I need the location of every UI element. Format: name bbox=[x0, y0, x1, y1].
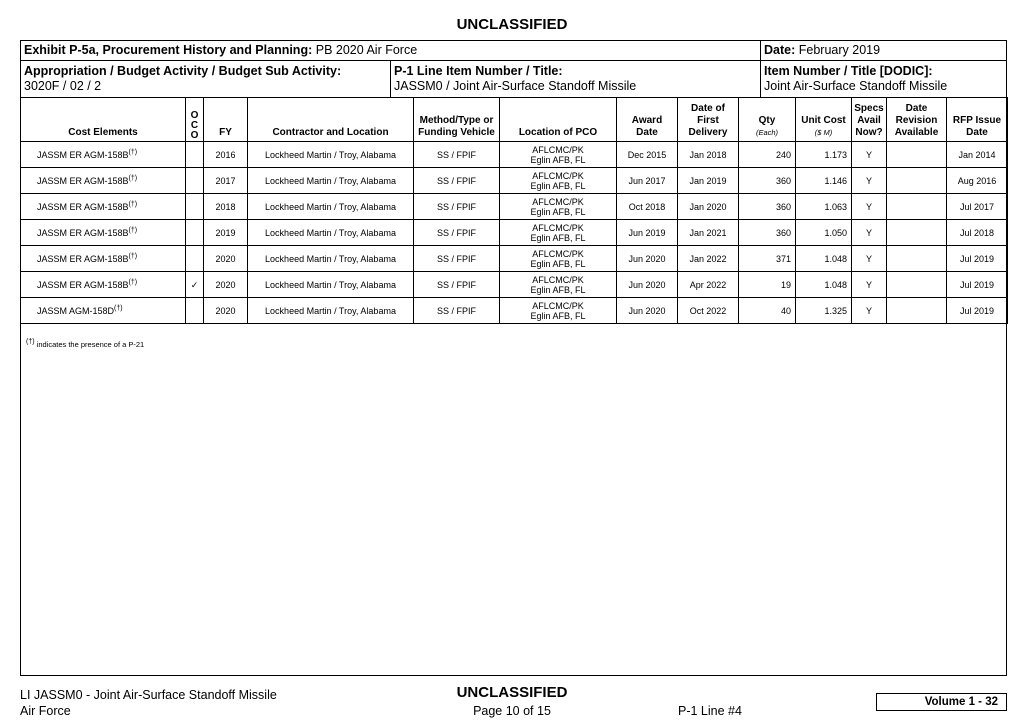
cell-location-pco: AFLCMC/PK Eglin AFB, FL bbox=[500, 168, 617, 194]
table-row bbox=[21, 194, 1008, 220]
cell-contractor: Lockheed Martin / Troy, Alabama bbox=[248, 272, 414, 298]
cell-specs: Y bbox=[852, 142, 887, 168]
volume-box: Volume 1 - 32 bbox=[876, 693, 1007, 711]
col-contractor: Contractor and Location bbox=[248, 98, 414, 142]
cell-date-revision bbox=[887, 194, 947, 220]
col-award-date: Award Date bbox=[617, 98, 678, 142]
p21-mark: (†) bbox=[128, 278, 138, 286]
cell-fy: 2016 bbox=[204, 142, 248, 168]
p21-mark: (†) bbox=[128, 252, 138, 260]
cell-fy: 2018 bbox=[204, 194, 248, 220]
cell-fy: 2019 bbox=[204, 220, 248, 246]
cell-contractor: Lockheed Martin / Troy, Alabama bbox=[248, 142, 414, 168]
cell-oco bbox=[186, 168, 204, 194]
cell-contractor: Lockheed Martin / Troy, Alabama bbox=[248, 194, 414, 220]
cell-method: SS / FPIF bbox=[414, 142, 500, 168]
p1-line-block: P-1 Line Item Number / Title: JASSM0 / Joint Air-Surface Standoff Missile bbox=[394, 64, 637, 93]
report-date: Date: February 2019 bbox=[764, 43, 881, 57]
table-row bbox=[21, 272, 1008, 298]
cell-unit-cost: 1.146 bbox=[796, 168, 852, 194]
cell-unit-cost: 1.173 bbox=[796, 142, 852, 168]
cell-qty: 240 bbox=[739, 142, 796, 168]
col-rfp-issue: RFP Issue Date bbox=[947, 98, 1008, 142]
cell-oco bbox=[186, 220, 204, 246]
col-cost-elements: Cost Elements bbox=[21, 98, 186, 142]
cell-oco bbox=[186, 246, 204, 272]
cell-specs: Y bbox=[852, 168, 887, 194]
appropriation-block: Appropriation / Budget Activity / Budget Sub Activity: 3020F / 02 / 2 bbox=[24, 64, 342, 93]
cell-unit-cost: 1.048 bbox=[796, 246, 852, 272]
table-row bbox=[21, 220, 1008, 246]
footer-service: Air Force bbox=[20, 704, 71, 718]
col-oco: O C O bbox=[186, 98, 204, 142]
cell-location-pco: AFLCMC/PK Eglin AFB, FL bbox=[500, 142, 617, 168]
cell-rfp-issue: Jul 2017 bbox=[947, 194, 1008, 220]
cell-unit-cost: 1.048 bbox=[796, 272, 852, 298]
cell-date-revision bbox=[887, 272, 947, 298]
cell-award-date: Jun 2019 bbox=[617, 220, 678, 246]
cell-award-date: Jun 2020 bbox=[617, 298, 678, 324]
cell-cost-element: JASSM ER AGM-158B(†) bbox=[21, 220, 186, 246]
cell-location-pco: AFLCMC/PK Eglin AFB, FL bbox=[500, 194, 617, 220]
cell-award-date: Oct 2018 bbox=[617, 194, 678, 220]
cell-fy: 2017 bbox=[204, 168, 248, 194]
cell-method: SS / FPIF bbox=[414, 298, 500, 324]
cell-award-date: Jun 2020 bbox=[617, 246, 678, 272]
cell-specs: Y bbox=[852, 194, 887, 220]
cell-location-pco: AFLCMC/PK Eglin AFB, FL bbox=[500, 220, 617, 246]
cell-qty: 371 bbox=[739, 246, 796, 272]
cell-fy: 2020 bbox=[204, 298, 248, 324]
exhibit-title: Exhibit P-5a, Procurement History and Planning: PB 2020 Air Force bbox=[24, 43, 418, 57]
footer-line-item-title: LI JASSM0 - Joint Air-Surface Standoff Missile bbox=[20, 688, 277, 702]
cell-method: SS / FPIF bbox=[414, 220, 500, 246]
cell-date-revision bbox=[887, 168, 947, 194]
page-number: Page 10 of 15 bbox=[473, 704, 551, 718]
cell-contractor: Lockheed Martin / Troy, Alabama bbox=[248, 246, 414, 272]
col-qty: Qty (Each) bbox=[739, 98, 796, 142]
cell-oco bbox=[186, 142, 204, 168]
col-date-revision: Date Revision Available bbox=[887, 98, 947, 142]
cell-first-delivery: Jan 2019 bbox=[678, 168, 739, 194]
cell-contractor: Lockheed Martin / Troy, Alabama bbox=[248, 220, 414, 246]
table-row bbox=[21, 246, 1008, 272]
header-exhibit-row bbox=[20, 40, 1007, 61]
cell-oco bbox=[186, 194, 204, 220]
cell-first-delivery: Jan 2022 bbox=[678, 246, 739, 272]
footnote bbox=[26, 340, 144, 349]
col-unit-cost: Unit Cost ($ M) bbox=[796, 98, 852, 142]
cell-date-revision bbox=[887, 142, 947, 168]
col-fy: FY bbox=[204, 98, 248, 142]
p1-line-number: P-1 Line #4 bbox=[678, 704, 742, 718]
col-specs: Specs Avail Now? bbox=[852, 98, 887, 142]
header-approp-row bbox=[20, 60, 1007, 98]
classification-top: UNCLASSIFIED bbox=[456, 16, 568, 33]
cell-cost-element: JASSM ER AGM-158B(†) bbox=[21, 246, 186, 272]
cell-rfp-issue: Jul 2019 bbox=[947, 298, 1008, 324]
cell-fy: 2020 bbox=[204, 272, 248, 298]
table-row bbox=[21, 142, 1008, 168]
p21-mark: (†) bbox=[128, 148, 138, 156]
table-row bbox=[21, 168, 1008, 194]
cell-award-date: Jun 2017 bbox=[617, 168, 678, 194]
cell-unit-cost: 1.050 bbox=[796, 220, 852, 246]
classification-bottom: UNCLASSIFIED bbox=[456, 684, 568, 701]
cell-cost-element: JASSM ER AGM-158B(†) bbox=[21, 272, 186, 298]
footnote-text: indicates the presence of a P-21 bbox=[36, 340, 145, 349]
footnote-mark: (†) bbox=[26, 338, 35, 346]
cell-specs: Y bbox=[852, 298, 887, 324]
cell-first-delivery: Jan 2020 bbox=[678, 194, 739, 220]
cell-oco bbox=[186, 298, 204, 324]
cell-location-pco: AFLCMC/PK Eglin AFB, FL bbox=[500, 272, 617, 298]
cell-date-revision bbox=[887, 298, 947, 324]
cell-rfp-issue: Jul 2019 bbox=[947, 272, 1008, 298]
cell-contractor: Lockheed Martin / Troy, Alabama bbox=[248, 168, 414, 194]
cell-oco: ✓ bbox=[186, 272, 204, 298]
p21-mark: (†) bbox=[114, 304, 123, 312]
cell-first-delivery: Jan 2021 bbox=[678, 220, 739, 246]
col-first-delivery: Date of First Delivery bbox=[678, 98, 739, 142]
p21-mark: (†) bbox=[128, 200, 138, 208]
cell-specs: Y bbox=[852, 246, 887, 272]
cell-method: SS / FPIF bbox=[414, 246, 500, 272]
cell-cost-element: JASSM AGM-158D(†) bbox=[21, 298, 186, 324]
cell-cost-element: JASSM ER AGM-158B(†) bbox=[21, 194, 186, 220]
cell-qty: 360 bbox=[739, 220, 796, 246]
cell-specs: Y bbox=[852, 272, 887, 298]
cell-fy: 2020 bbox=[204, 246, 248, 272]
cell-method: SS / FPIF bbox=[414, 168, 500, 194]
cell-unit-cost: 1.325 bbox=[796, 298, 852, 324]
cell-location-pco: AFLCMC/PK Eglin AFB, FL bbox=[500, 246, 617, 272]
cell-date-revision bbox=[887, 220, 947, 246]
cell-award-date: Dec 2015 bbox=[617, 142, 678, 168]
cell-first-delivery: Oct 2022 bbox=[678, 298, 739, 324]
cell-method: SS / FPIF bbox=[414, 194, 500, 220]
table-row bbox=[21, 298, 1008, 324]
cell-contractor: Lockheed Martin / Troy, Alabama bbox=[248, 298, 414, 324]
cell-rfp-issue: Jul 2018 bbox=[947, 220, 1008, 246]
cell-first-delivery: Apr 2022 bbox=[678, 272, 739, 298]
cell-rfp-issue: Jul 2019 bbox=[947, 246, 1008, 272]
cell-date-revision bbox=[887, 246, 947, 272]
p21-mark: (†) bbox=[128, 174, 138, 182]
cell-specs: Y bbox=[852, 220, 887, 246]
cell-unit-cost: 1.063 bbox=[796, 194, 852, 220]
cell-qty: 360 bbox=[739, 168, 796, 194]
cell-award-date: Jun 2020 bbox=[617, 272, 678, 298]
cell-rfp-issue: Jan 2014 bbox=[947, 142, 1008, 168]
cell-rfp-issue: Aug 2016 bbox=[947, 168, 1008, 194]
col-location-pco: Location of PCO bbox=[500, 98, 617, 142]
p21-mark: (†) bbox=[128, 226, 138, 234]
cell-qty: 19 bbox=[739, 272, 796, 298]
cell-method: SS / FPIF bbox=[414, 272, 500, 298]
cell-first-delivery: Jan 2018 bbox=[678, 142, 739, 168]
item-number-block: Item Number / Title [DODIC]: Joint Air-Surface Standoff Missile bbox=[764, 64, 948, 93]
col-method: Method/Type or Funding Vehicle bbox=[414, 98, 500, 142]
table-header-row bbox=[21, 98, 1008, 142]
procurement-history-table bbox=[20, 97, 1008, 324]
cell-cost-element: JASSM ER AGM-158B(†) bbox=[21, 168, 186, 194]
cell-qty: 40 bbox=[739, 298, 796, 324]
cell-qty: 360 bbox=[739, 194, 796, 220]
cell-location-pco: AFLCMC/PK Eglin AFB, FL bbox=[500, 298, 617, 324]
cell-cost-element: JASSM ER AGM-158B(†) bbox=[21, 142, 186, 168]
